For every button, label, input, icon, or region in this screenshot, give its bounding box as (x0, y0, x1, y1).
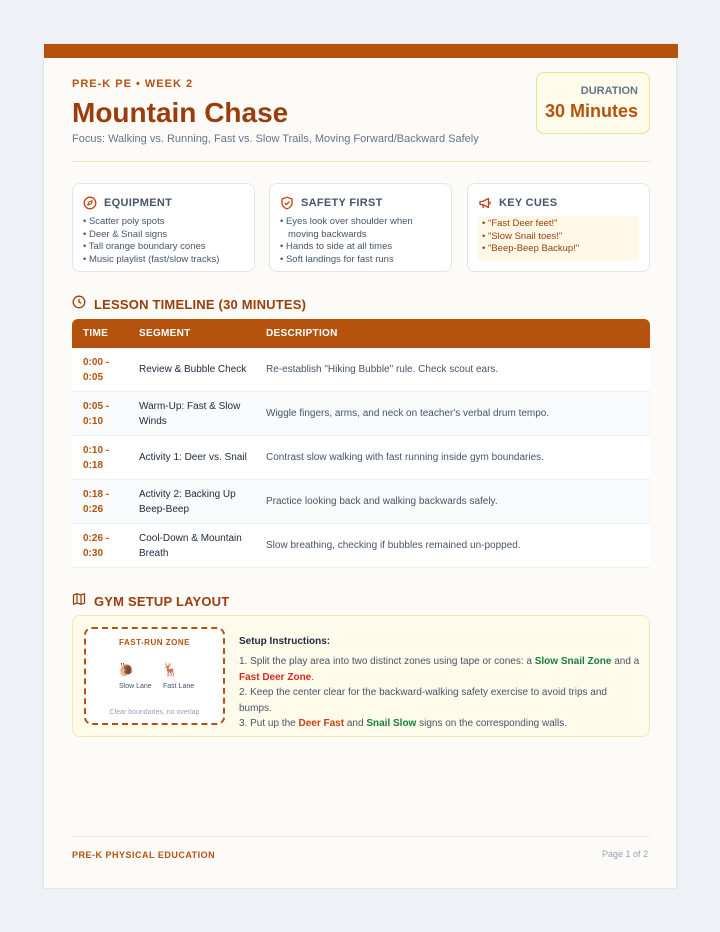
equipment-card (72, 183, 255, 272)
header-divider (72, 161, 650, 162)
step-text: 1. Split the play area into two distinct zones using tape or cones: a (239, 656, 535, 667)
list-item: • "Fast Deer feet!" (482, 218, 635, 231)
safety-card (269, 183, 452, 272)
column-header-segment: SEGMENT (139, 328, 191, 339)
instructions-title: Setup Instructions: (239, 636, 331, 647)
timeline-heading (72, 295, 306, 314)
row-description: Wiggle fingers, arms, and neck on teacher's verbal drum tempo. (266, 408, 550, 419)
row-description: Slow breathing, checking if bubbles remained un-popped. (266, 540, 521, 551)
step-text: . (311, 671, 315, 683)
step-text: and (344, 718, 367, 729)
list-item: • Deer & Snail signs (83, 229, 244, 242)
slow-lane-label: Slow Lane (119, 683, 152, 690)
instruction-step-2: 2. Keep the center clear for the backward-walking safety exercise to avoid trips and bumps. (239, 687, 607, 714)
page-kicker: PRE-K PE • WEEK 2 (72, 78, 194, 90)
instruction-step-3 (239, 716, 641, 732)
list-item: • Soft landings for fast runs (280, 254, 441, 267)
list-item: • Eyes look over shoulder when moving backwards (280, 216, 441, 241)
slow-snail-zone-text: Slow Snail Zone (534, 656, 612, 667)
snail-icon: 🐌 (118, 662, 135, 677)
equipment-list (83, 216, 244, 266)
shield-check-icon (280, 196, 294, 210)
megaphone-icon (478, 196, 492, 210)
lesson-page (43, 43, 677, 889)
equipment-label: EQUIPMENT (104, 197, 173, 209)
list-item: • Music playlist (fast/slow tracks) (83, 254, 244, 267)
row-segment: Warm-Up: Fast & Slow Winds (139, 400, 241, 427)
gym-setup-box (72, 615, 650, 737)
table-row (72, 348, 650, 392)
list-item: • "Beep-Beep Backup!" (482, 243, 635, 256)
key-cues-label: KEY CUES (499, 197, 558, 209)
duration-box (536, 72, 650, 134)
gym-setup-heading-label: GYM SETUP LAYOUT (94, 594, 230, 609)
table-header (72, 319, 650, 348)
safety-label: SAFETY FIRST (301, 197, 383, 209)
duration-value: 30 Minutes (544, 101, 638, 121)
table-row (72, 524, 650, 568)
instruction-step-1 (239, 654, 641, 685)
row-time: 0:18 - 0:26 (83, 488, 110, 515)
row-description: Contrast slow walking with fast running inside gym boundaries. (266, 452, 544, 463)
row-segment: Cool-Down & Mountain Breath (139, 532, 242, 559)
list-item: • "Slow Snail toes!" (482, 231, 635, 244)
gym-setup-heading (72, 592, 229, 611)
zone-diagram (84, 627, 225, 725)
step-text: signs on the corresponding walls. (416, 718, 567, 729)
table-row (72, 480, 650, 524)
row-segment: Review & Bubble Check (139, 364, 247, 375)
duration-label: DURATION (580, 85, 638, 97)
timeline-table (72, 319, 650, 568)
row-time: 0:10 - 0:18 (83, 444, 110, 471)
setup-instructions (239, 636, 641, 732)
column-header-description: DESCRIPTION (266, 328, 338, 339)
row-time: 0:26 - 0:30 (83, 532, 110, 559)
key-cues-list (478, 216, 639, 261)
map-icon (72, 592, 86, 611)
top-accent-bar (44, 44, 678, 58)
step-text: 3. Put up the (239, 718, 299, 729)
list-item: • Tall orange boundary cones (83, 241, 244, 254)
row-segment: Activity 1: Deer vs. Snail (139, 452, 247, 463)
page-title: Mountain Chase (72, 97, 289, 128)
deer-fast-text: Deer Fast (298, 718, 345, 729)
table-row (72, 392, 650, 436)
footer-divider (72, 836, 650, 837)
table-row (72, 436, 650, 480)
compass-icon (83, 196, 97, 210)
list-item: • Hands to side at all times (280, 241, 441, 254)
page-number: Page 1 of 2 (601, 849, 648, 859)
row-time: 0:05 - 0:10 (83, 400, 110, 427)
snail-slow-text: Snail Slow (366, 718, 417, 729)
row-description: Re-establish "Hiking Bubble" rule. Check scout ears. (266, 364, 499, 375)
zone-title: FAST-RUN ZONE (119, 638, 190, 647)
row-description: Practice looking back and walking backwards safely. (266, 496, 498, 507)
list-item: • Scatter poly spots (83, 216, 244, 229)
focus-line: Focus: Walking vs. Running, Fast vs. Slow Trails, Moving Forward/Backward Safely (72, 133, 479, 145)
zone-note: Clear boundaries, no overlap (109, 709, 200, 716)
deer-icon: 🦌 (162, 662, 179, 677)
fast-deer-zone-text: Fast Deer Zone (239, 671, 312, 683)
row-segment: Activity 2: Backing Up Beep-Beep (139, 488, 236, 515)
fast-lane-label: Fast Lane (163, 683, 195, 690)
step-text: and a (611, 656, 640, 667)
key-cues-card (467, 183, 650, 272)
clock-icon (72, 295, 86, 314)
column-header-time: TIME (83, 328, 109, 339)
footer-title: PRE-K PHYSICAL EDUCATION (72, 850, 216, 860)
timeline-heading-label: LESSON TIMELINE (30 MINUTES) (94, 297, 307, 312)
safety-list (280, 216, 441, 266)
row-time: 0:00 - 0:05 (83, 356, 110, 383)
